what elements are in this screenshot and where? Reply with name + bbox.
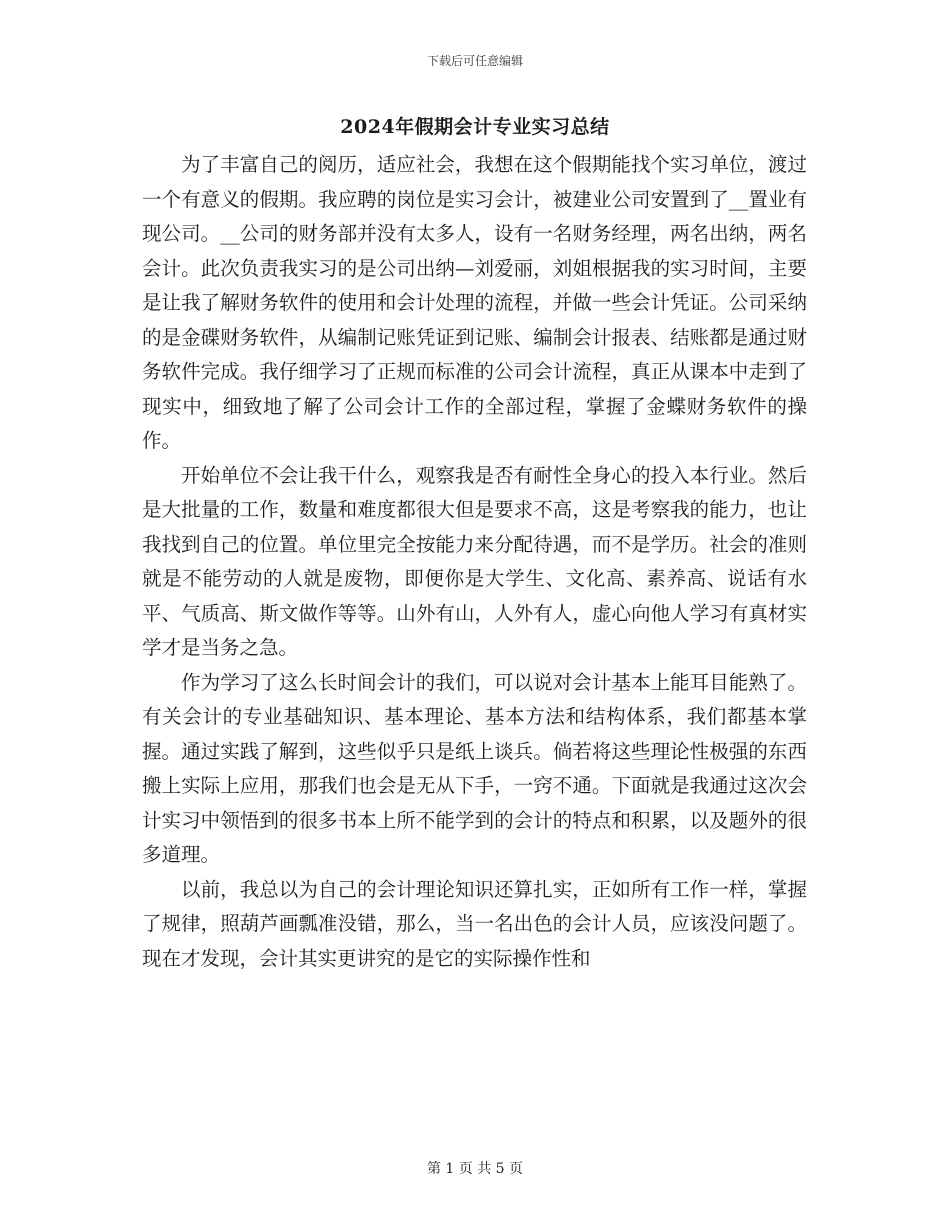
document-title: 2024年假期会计专业实习总结 (340, 116, 610, 138)
paragraph-4: 以前，我总以为自己的会计理论知识还算扎实，正如所有工作一样，掌握了规律，照葫芦画瓢准没错，那么，当一名出色的会计人员，应该没问题了。现在才发现，会计其实更讲究的是它的实际操作性和 (142, 877, 807, 970)
page-header-note: 下载后可任意编辑 (426, 54, 523, 68)
document-body (142, 148, 807, 976)
paragraph-3: 作为学习了这么长时间会计的我们，可以说对会计基本上能耳目能熟了。有关会计的专业基础知识、基本理论、基本方法和结构体系，我们都基本掌握。通过实践了解到，这些似乎只是纸上谈兵。倘若将这些理论性极强的东西搬上实际上应用，那我们也会是无从下手，一窍不通。下面就是我通过这次会计实习中领悟到的很多书本上所不能学到的会计的特点和积累，以及题外的很多道理。 (142, 670, 807, 866)
paragraph-1: 为了丰富自己的阅历，适应社会，我想在这个假期能找个实习单位，渡过一个有意义的假期。我应聘的岗位是实习会计，被建业公司安置到了__置业有现公司。__公司的财务部并没有太多人，设有一名财务经理，两名出纳，两名会计。此次负责我实习的是公司出纳—刘爱丽，刘姐根据我的实习时间，主要是让我了解财务软件的使用和会计处理的流程，并做一些会计凭证。公司采纳的是金碟财务软件，从编制记账凭证到记账、编制会计报表、结账都是通过财务软件完成。我仔细学习了正规而标准的公司会计流程，真正从课本中走到了现实中，细致地了解了公司会计工作的全部过程，掌握了金蝶财务软件的操作。 (142, 153, 807, 452)
page-number: 第 1 页 共 5 页 (426, 1161, 524, 1177)
paragraph-2: 开始单位不会让我干什么，观察我是否有耐性全身心的投入本行业。然后是大批量的工作，数量和难度都很大但是要求不高，这是考察我的能力，也让我找到自己的位置。单位里完全按能力来分配待遇，而不是学历。社会的准则就是不能劳动的人就是废物，即便你是大学生、文化高、素养高、说话有水平、气质高、斯文做作等等。山外有山，人外有人，虚心向他人学习有真材实学才是当务之急。 (142, 463, 807, 659)
